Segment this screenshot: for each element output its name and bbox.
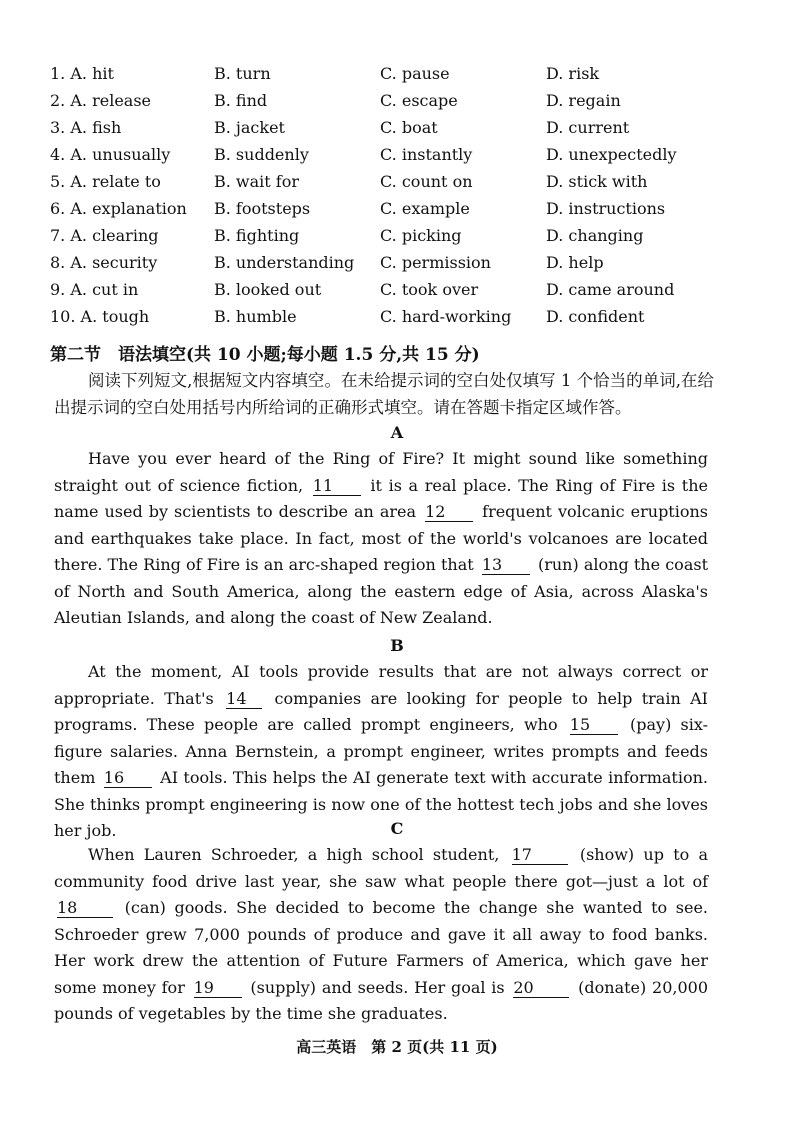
blank-17[interactable]: 17: [512, 846, 568, 865]
option-a: 6. A. explanation: [50, 199, 187, 218]
option-a: 9. A. cut in: [50, 280, 139, 299]
option-c: C. took over: [380, 280, 479, 299]
passage-text: Have you ever heard of the Ring of Fire? It might sound like something straight out of science fiction,: [54, 449, 708, 495]
passage-c: [54, 842, 708, 1028]
option-d: D. current: [546, 118, 630, 137]
option-c: C. example: [380, 199, 470, 218]
passage-text: When Lauren Schroeder, a high school student,: [88, 845, 500, 864]
option-b: B. fighting: [214, 226, 300, 245]
option-c: C. instantly: [380, 145, 473, 164]
option-a: 3. A. fish: [50, 118, 122, 137]
section-instructions: 阅读下列短文,根据短文内容填空。在未给提示词的空白处仅填写 1 个恰当的单词,在给出提示词的空白处用括号内所给词的正确形式填空。请在答题卡指定区域作答。: [54, 371, 714, 417]
passage-a: [54, 446, 708, 632]
blank-19[interactable]: 19: [194, 979, 242, 998]
option-row-1: [50, 60, 750, 87]
option-a: 1. A. hit: [50, 64, 114, 83]
passage-text: (can) goods. She decided to become the change she wanted to see. Schroeder grew 7,000 pounds of produce and gave it all away to food banks. Her work drew the attention of Future Farmers of America, which gave her some money for: [54, 898, 709, 997]
option-c: C. pause: [380, 64, 450, 83]
passage-c-label: C: [390, 819, 404, 838]
option-c: C. picking: [380, 226, 462, 245]
options-list: [50, 60, 750, 330]
passage-b-label: B: [390, 636, 404, 655]
passage-text: (donate) 20,000 pounds of vegetables by the time she graduates.: [54, 977, 709, 1023]
option-a: 5. A. relate to: [50, 172, 161, 191]
passage-text: frequent volcanic eruptions and earthquakes take place. In fact, most of the world's volcanoes are located there. The Ring of Fire is an arc-shaped region that: [54, 502, 709, 574]
passage-text: (supply) and seeds. Her goal is: [250, 977, 505, 997]
option-row-4: [50, 141, 750, 168]
blank-11[interactable]: 11: [313, 477, 361, 496]
passage-text: (pay) six-figure salaries. Anna Bernstein, a prompt engineer, writes prompts and feeds them: [54, 715, 709, 787]
option-d: D. unexpectedly: [546, 145, 677, 164]
option-row-10: [50, 303, 750, 330]
passage-a-label: A: [390, 423, 404, 442]
option-d: D. help: [546, 253, 604, 272]
option-b: B. find: [214, 91, 268, 110]
passage-b: [54, 659, 708, 845]
option-b: B. understanding: [214, 253, 355, 272]
option-c: C. boat: [380, 118, 438, 137]
option-b: B. jacket: [214, 118, 285, 137]
blank-15[interactable]: 15: [570, 716, 618, 735]
option-d: D. instructions: [546, 199, 666, 218]
blank-16[interactable]: 16: [104, 769, 152, 788]
option-d: D. changing: [546, 226, 644, 245]
blank-13[interactable]: 13: [482, 556, 530, 575]
passage-text: (show) up to a community food drive last year, she saw what people there got—just a lot of: [54, 845, 709, 891]
option-d: D. regain: [546, 91, 621, 110]
blank-12[interactable]: 12: [425, 503, 473, 522]
option-b: B. wait for: [214, 172, 299, 191]
option-c: C. count on: [380, 172, 473, 191]
section-title: 第二节 语法填空(共 10 小题;每小题 1.5 分,共 15 分): [50, 345, 480, 365]
passage-text: AI tools. This helps the AI generate text with accurate information. She thinks prompt engineering is now one of the hottest tech jobs and she loves her job.: [54, 768, 708, 840]
option-a: 4. A. unusually: [50, 145, 171, 164]
option-c: C. escape: [380, 91, 458, 110]
passage-text: At the moment, AI tools provide results that are not always correct or appropriate. That's: [54, 662, 708, 708]
option-b: B. footsteps: [214, 199, 311, 218]
option-b: B. looked out: [214, 280, 322, 299]
option-a: 8. A. security: [50, 253, 158, 272]
option-d: D. confident: [546, 307, 645, 326]
option-a: 10. A. tough: [50, 307, 150, 326]
option-a: 2. A. release: [50, 91, 152, 110]
option-row-7: [50, 222, 750, 249]
blank-18[interactable]: 18: [57, 899, 113, 918]
passage-text: companies are looking for people to help train AI programs. These people are called prompt engineers, who: [54, 688, 708, 734]
option-d: D. came around: [546, 280, 675, 299]
option-row-8: [50, 249, 750, 276]
passage-text: (run) along the coast of North and South America, along the eastern edge of Asia, across Alaska's Aleutian Islands, and along the coast of New Zealand.: [54, 555, 708, 627]
option-c: C. permission: [380, 253, 491, 272]
page-footer: 高三英语 第 2 页(共 11 页): [296, 1038, 498, 1056]
option-row-5: [50, 168, 750, 195]
option-d: D. stick with: [546, 172, 648, 191]
option-b: B. suddenly: [214, 145, 309, 164]
blank-20[interactable]: 20: [513, 979, 569, 998]
blank-14[interactable]: 14: [226, 690, 262, 709]
option-b: B. humble: [214, 307, 297, 326]
option-row-2: [50, 87, 750, 114]
option-d: D. risk: [546, 64, 600, 83]
option-c: C. hard-working: [380, 307, 512, 326]
passage-text: it is a real place. The Ring of Fire is the name used by scientists to describe an area: [54, 475, 708, 521]
option-row-9: [50, 276, 750, 303]
option-row-6: [50, 195, 750, 222]
option-b: B. turn: [214, 64, 271, 83]
option-row-3: [50, 114, 750, 141]
option-a: 7. A. clearing: [50, 226, 159, 245]
